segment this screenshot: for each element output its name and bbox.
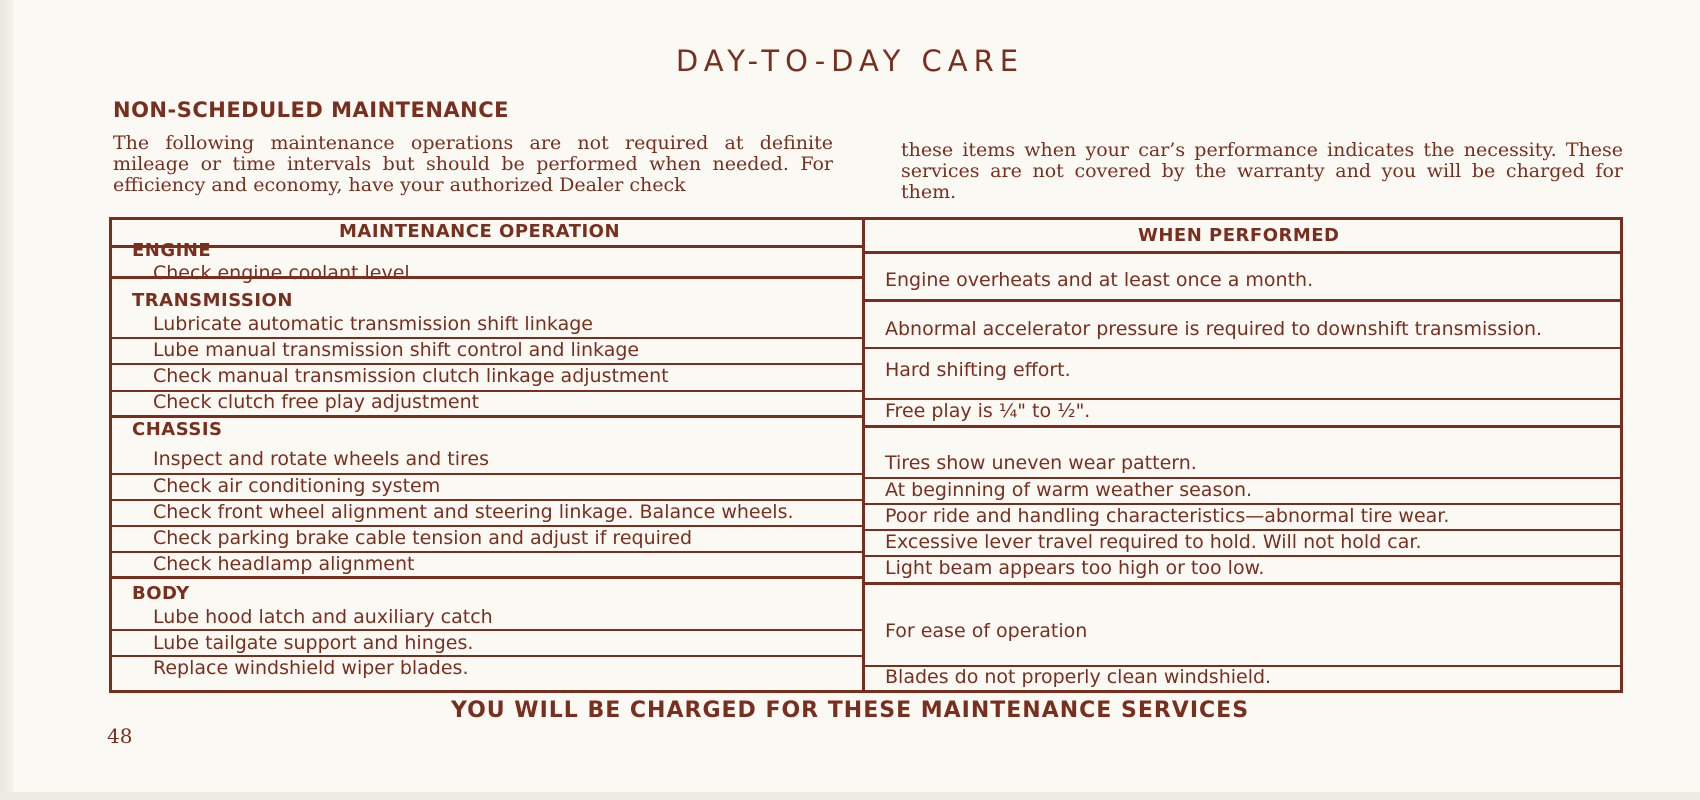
- operation-cell: Replace windshield wiper blades.: [153, 657, 469, 679]
- intro-paragraph-left: The following maintenance operations are not required at definite mileage or time intervals but should be performed when needed. For efficiency and economy, have your authorized Dealer check: [113, 132, 833, 196]
- operation-cell: Check manual transmission clutch linkage adjustment: [153, 365, 669, 387]
- when-cell: At beginning of warm weather season.: [885, 479, 1253, 501]
- section-label-transmission: TRANSMISSION: [132, 290, 293, 311]
- operation-cell: Lube manual transmission shift control and linkage: [153, 339, 640, 361]
- row-divider: [112, 576, 862, 579]
- when-cell: Light beam appears too high or too low.: [885, 557, 1265, 579]
- page-number: 48: [107, 724, 133, 748]
- when-cell: For ease of operation: [885, 620, 1088, 642]
- maintenance-table: [109, 217, 1623, 693]
- row-divider: [865, 425, 1623, 428]
- operation-cell: Lubricate automatic transmission shift linkage: [153, 313, 593, 335]
- row-divider: [112, 629, 862, 631]
- when-cell: Poor ride and handling characteristics—abnormal tire wear.: [885, 505, 1450, 527]
- when-cell: Blades do not properly clean windshield.: [885, 666, 1272, 688]
- when-cell: Free play is ¼" to ½".: [885, 400, 1091, 422]
- section-label-engine: ENGINE: [132, 240, 212, 261]
- row-divider: [865, 251, 1623, 254]
- when-cell: Abnormal accelerator pressure is required to downshift transmission.: [885, 318, 1543, 340]
- when-cell: Excessive lever travel required to hold. Will not hold car.: [885, 531, 1422, 553]
- footer-note: YOU WILL BE CHARGED FOR THESE MAINTENANCE SERVICES: [450, 698, 1250, 723]
- row-divider: [112, 245, 862, 248]
- section-heading: NON-SCHEDULED MAINTENANCE: [113, 98, 509, 122]
- when-cell: Hard shifting effort.: [885, 359, 1071, 381]
- operation-cell: Check parking brake cable tension and adjust if required: [153, 527, 693, 549]
- operation-cell: Check engine coolant level: [153, 262, 410, 284]
- page-title: DAY-TO-DAY CARE: [675, 44, 1025, 78]
- operation-cell: Lube hood latch and auxiliary catch: [153, 606, 493, 628]
- operation-cell: Check headlamp alignment: [153, 553, 415, 575]
- operation-cell: Lube tailgate support and hinges.: [153, 632, 474, 654]
- row-divider: [865, 582, 1623, 585]
- column-header-operation: MAINTENANCE OPERATION: [339, 221, 621, 242]
- operation-cell: Check front wheel alignment and steering linkage. Balance wheels.: [153, 501, 794, 523]
- operation-cell: Inspect and rotate wheels and tires: [153, 448, 489, 470]
- row-divider: [112, 415, 862, 418]
- section-label-chassis: CHASSIS: [132, 419, 223, 440]
- row-divider: [865, 299, 1623, 302]
- column-divider: [862, 220, 865, 690]
- when-cell: Engine overheats and at least once a month.: [885, 269, 1314, 291]
- row-divider: [865, 347, 1623, 349]
- page-bottom-edge: [0, 792, 1700, 800]
- column-header-when: WHEN PERFORMED: [1138, 225, 1340, 246]
- page-binding-edge: [0, 0, 14, 800]
- section-label-body: BODY: [132, 583, 190, 604]
- operation-cell: Check air conditioning system: [153, 475, 441, 497]
- operation-cell: Check clutch free play adjustment: [153, 391, 480, 413]
- intro-paragraph-right: these items when your car’s performance indicates the necessity. These services are not covered by the warranty and you will be charged for them.: [901, 139, 1623, 203]
- when-cell: Tires show uneven wear pattern.: [885, 452, 1197, 474]
